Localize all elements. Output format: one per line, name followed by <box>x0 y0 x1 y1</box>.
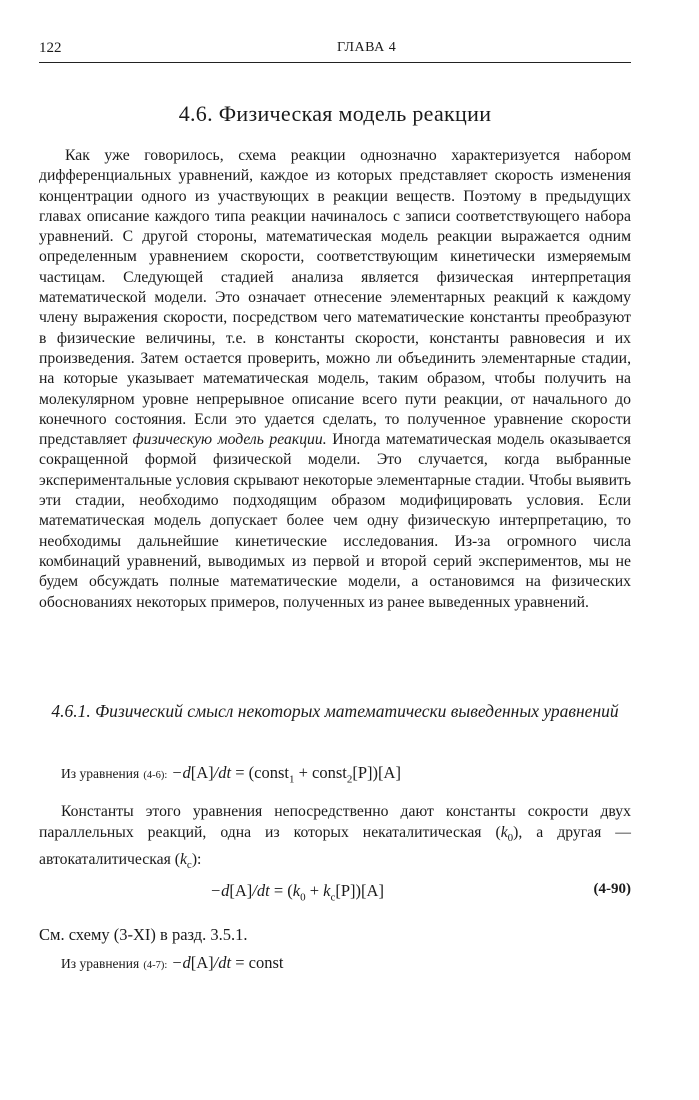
equation-4-7-line <box>61 953 283 973</box>
chapter-label: ГЛАВА 4 <box>337 40 397 55</box>
equation-number: (4-90) <box>593 881 631 897</box>
subscript-1: 1 <box>288 773 295 786</box>
equals-const: = const <box>231 953 284 972</box>
const-close: [P])[A] <box>352 763 401 782</box>
constants-text-3: ): <box>191 851 202 869</box>
paragraph-text-part2: Иногда математическая модель оказывается сокращенной формой физической модели. Это случается, когда выбранные экспериментальные условия скрывают некоторые элементарные стадии. Чтобы выявить эти стадии, необходимо подходящим образом модифицировать условия. Если математическая модель допускает более чем одну физическую интерпретацию, то необходимы дальнейшие кинетические исследования. Из-за огромного числа комбинаций уравнений, выводимых из первой и второй серий экспериментов, мы не будем обсуждать полные математические модели, а остановимся на физических обоснованиях некоторых примеров, полученных из ранее выведенных уравнений. <box>39 431 632 611</box>
kc-subscript: c <box>186 859 192 872</box>
equation-reference: (4-6): <box>143 770 168 781</box>
constants-text-2: ), а другая — автокаталитическая ( <box>39 824 631 869</box>
kc-subscript: c <box>330 891 336 904</box>
equation-rest: [P])[A] <box>335 881 384 900</box>
equation-4-90-formula <box>210 881 384 903</box>
per-dt: /dt <box>213 763 232 782</box>
concentration-a: [A] <box>190 763 214 782</box>
page-number: 122 <box>39 40 62 56</box>
scheme-reference: См. схему (3-XI) в разд. 3.5.1. <box>39 925 248 944</box>
subscript-2: 2 <box>346 773 353 786</box>
subsection-title: 4.6.1. Физический смысл некоторых математически выведенных уравнений <box>51 701 619 721</box>
equation-intro: Из уравнения <box>61 956 140 971</box>
equation-intro: Из уравнения <box>61 766 140 781</box>
concentration-a: [A] <box>190 953 214 972</box>
concentration-a: [A] <box>229 881 253 900</box>
equation-4-6-line <box>61 763 401 785</box>
constants-text-1: Константы этого уравнения непосредственно дают константы сокрости двух параллельных реакций, одна из которых некаталитическая ( <box>39 803 631 841</box>
equals-open: = ( <box>269 881 293 900</box>
equation-reference: (4-7): <box>143 960 168 971</box>
emphasized-term: физическую модель реакции. <box>132 431 327 449</box>
minus-d: −d <box>171 953 191 972</box>
minus-d: −d <box>210 881 230 900</box>
kc-symbol: k <box>179 851 187 869</box>
kc-symbol: k <box>323 881 331 900</box>
constants-paragraph <box>39 801 631 876</box>
page-header <box>39 40 631 63</box>
k0-symbol: k <box>292 881 301 900</box>
minus-d: −d <box>171 763 191 782</box>
plus-sign: + <box>305 881 324 900</box>
per-dt: /dt <box>213 953 232 972</box>
equals-sign: = <box>231 763 249 782</box>
paragraph-text-part1: Как уже говорилось, схема реакции однозначно характеризуется набором дифференциальных уравнений, каждое из которых представляет скорость изменения концентрации одного из участвующих в реакции веществ. Поэтому в предыдущих главах описание каждого типа реакции начиналось с записи соответствующего набора уравнений. С другой стороны, математическая модель реакции выражается одним определенным уравнением скорости, соответствующим кинетически измеряемым частицам. Следующей стадией анализа является физическая интерпретация математической модели. Это означает отнесение элементарных реакций к каждому члену выражения скорости, посредством чего математические константы преобразуют в физические величины, т.е. в константы скорости, константы равновесия и их произведения. Затем остается проверить, можно ли объединить элементарные стадии, на которые указывает математическая модель, таким образом, чтобы получить на молекулярном уровне непрерывное описание всего пути реакции, от начального до конечного состояния. Если это удается сделать, то полученное уравнение скорости представляет <box>39 147 631 449</box>
per-dt: /dt <box>252 881 270 900</box>
main-paragraph <box>39 146 631 613</box>
k0-subscript: 0 <box>507 832 514 845</box>
section-title: 4.6. Физическая модель реакции <box>178 101 492 126</box>
const-open: (const <box>248 763 289 782</box>
k0-symbol: k <box>500 824 508 841</box>
k0-subscript: 0 <box>300 891 306 904</box>
plus-const: + const <box>294 763 347 782</box>
